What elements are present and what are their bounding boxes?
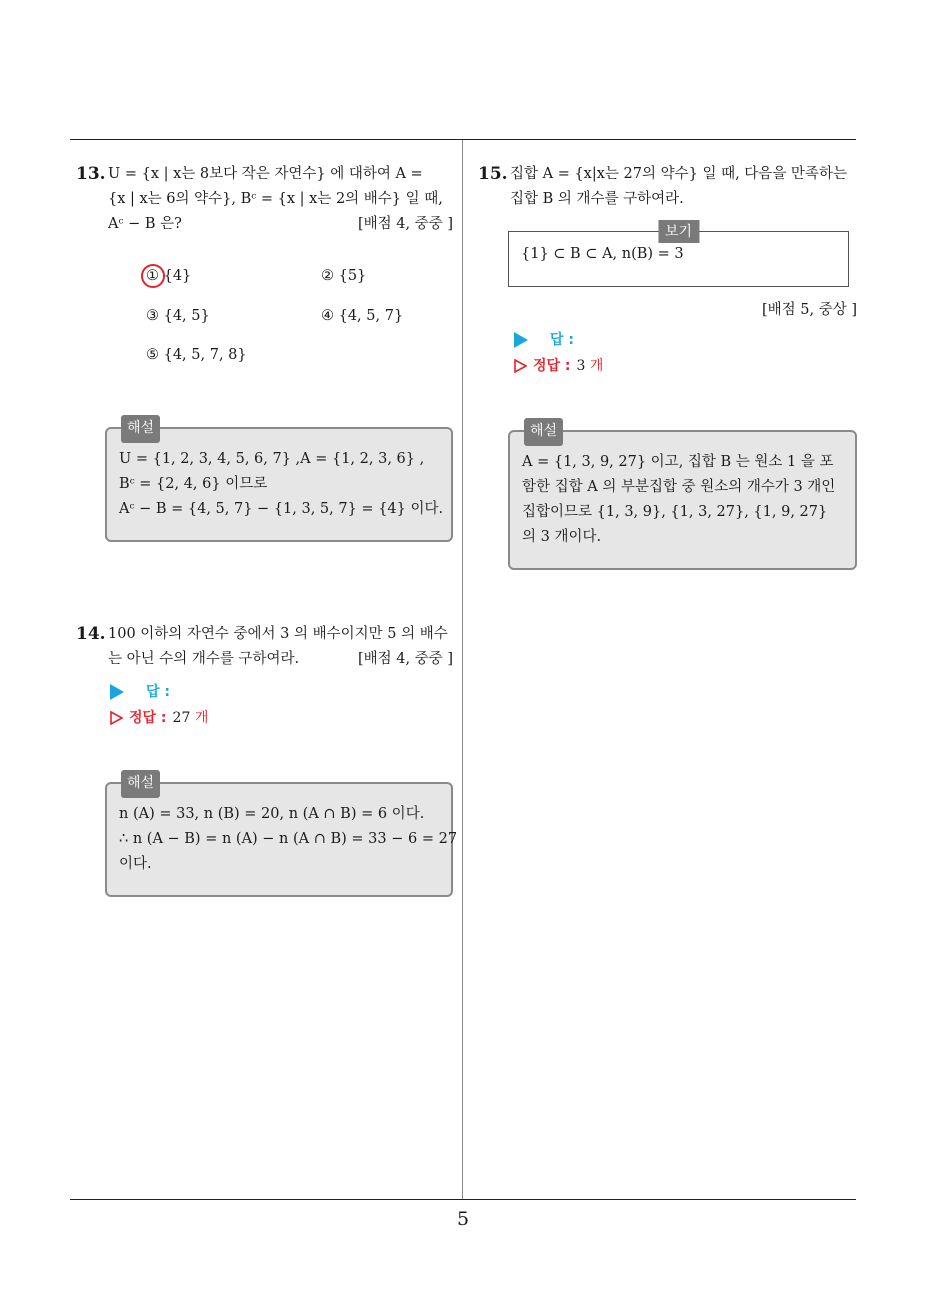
outline-triangle-icon (514, 359, 527, 373)
choice-mark: ③ (146, 308, 159, 324)
correct-unit: 개 (589, 358, 604, 374)
problem-number: 15. (478, 164, 508, 184)
answer-input-row-14[interactable] (110, 681, 170, 701)
correct-label: 정답 : (129, 710, 167, 726)
choice-mark: ② (321, 268, 334, 284)
choice-mark: ① (146, 268, 159, 284)
choice-value: {4, 5, 7} (338, 308, 404, 324)
stem-line-text: Aᶜ − B 은? (108, 216, 182, 232)
answer-label: 답 : (146, 684, 170, 700)
explanation-line: Aᶜ − B = {4, 5, 7} − {1, 3, 5, 7} = {4} 이다. (119, 501, 444, 517)
explanation-tag: 해설 (121, 415, 160, 443)
correct-value: 27 (172, 710, 191, 726)
problem-stem (510, 162, 858, 212)
explanation-line: U = {1, 2, 3, 4, 5, 6, 7} ,A = {1, 2, 3, 6} , (119, 451, 425, 467)
correct-label: 정답 : (533, 358, 571, 374)
explanation-line: 의 3 개이다. (522, 529, 602, 545)
choice-value: {4} (163, 268, 192, 284)
choice-mark: ④ (321, 308, 334, 324)
outline-triangle-icon (110, 711, 123, 725)
selected-circle-icon (141, 264, 165, 288)
stem-line-text: 는 아닌 수의 개수를 구하여라. (108, 651, 300, 667)
column-divider (462, 140, 463, 1199)
explanation-box-14 (105, 775, 458, 897)
choice-1[interactable] (146, 268, 191, 284)
top-rule (70, 139, 856, 140)
stem-line (108, 647, 453, 672)
stem-line: {x | x는 6의 약수}, Bᶜ = {x | x는 2의 배수} 일 때, (108, 191, 443, 207)
explanation-line: 이다. (119, 856, 152, 872)
score-info: [배점 4, 중중 ] (357, 216, 453, 232)
choice-mark: ⑤ (146, 347, 159, 363)
explanation-line: n (A) = 33, n (B) = 20, n (A ∩ B) = 6 이다. (119, 806, 425, 822)
score-info: [배점 4, 중중 ] (357, 651, 453, 667)
problem-14 (76, 622, 453, 672)
explanation-line: ∴ n (A − B) = n (A) − n (A ∩ B) = 33 − 6 = 27 (119, 831, 458, 847)
play-icon (514, 332, 528, 348)
problem-stem (108, 162, 453, 237)
problem-13 (76, 162, 453, 237)
choice-2[interactable] (321, 268, 366, 284)
stem-line: U = {x | x는 8보다 작은 자연수} 에 대하여 A = (108, 166, 423, 182)
bogi-box (508, 224, 849, 287)
stem-line: 집합 B 의 개수를 구하여라. (510, 191, 684, 207)
choice-5[interactable] (146, 347, 247, 363)
choice-value: {5} (338, 268, 367, 284)
choice-value: {4, 5} (163, 308, 210, 324)
problem-15 (478, 162, 858, 212)
bogi-tag: 보기 (658, 220, 699, 243)
stem-line: 100 이하의 자연수 중에서 3 의 배수이지만 5 의 배수 (108, 626, 448, 642)
answer-label: 답 : (550, 332, 574, 348)
answer-input-row-15[interactable] (514, 329, 574, 349)
page-number: 5 (456, 1208, 470, 1230)
explanation-line: 함한 집합 A 의 부분집합 중 원소의 개수가 3 개인 (522, 479, 836, 495)
correct-answer-row-15 (514, 355, 603, 375)
play-icon (110, 684, 124, 700)
explanation-tag: 해설 (524, 418, 563, 446)
explanation-line: 집합이므로 {1, 3, 9}, {1, 3, 27}, {1, 9, 27} (522, 504, 828, 520)
explanation-box-13 (105, 420, 453, 542)
explanation-line: A = {1, 3, 9, 27} 이고, 집합 B 는 원소 1 을 포 (522, 454, 834, 470)
correct-unit: 개 (194, 710, 209, 726)
explanation-line: Bᶜ = {2, 4, 6} 이므로 (119, 476, 268, 492)
bottom-rule (70, 1199, 856, 1200)
bogi-content: {1} ⊂ B ⊂ A, n(B) = 3 (521, 246, 684, 262)
choice-value: {4, 5, 7, 8} (163, 347, 247, 363)
stem-line (108, 212, 453, 237)
problem-number: 13. (76, 164, 106, 184)
problem-stem (108, 622, 453, 672)
correct-answer-row-14 (110, 707, 208, 727)
score-info: [배점 5, 중상 ] (761, 302, 857, 318)
problem-number: 14. (76, 624, 106, 644)
explanation-box-15 (508, 423, 857, 570)
correct-value: 3 (576, 358, 586, 374)
choice-3[interactable] (146, 308, 210, 324)
explanation-tag: 해설 (121, 770, 160, 798)
choice-4[interactable] (321, 308, 403, 324)
stem-line: 집합 A = {x|x는 27의 약수} 일 때, 다음을 만족하는 (510, 166, 847, 182)
